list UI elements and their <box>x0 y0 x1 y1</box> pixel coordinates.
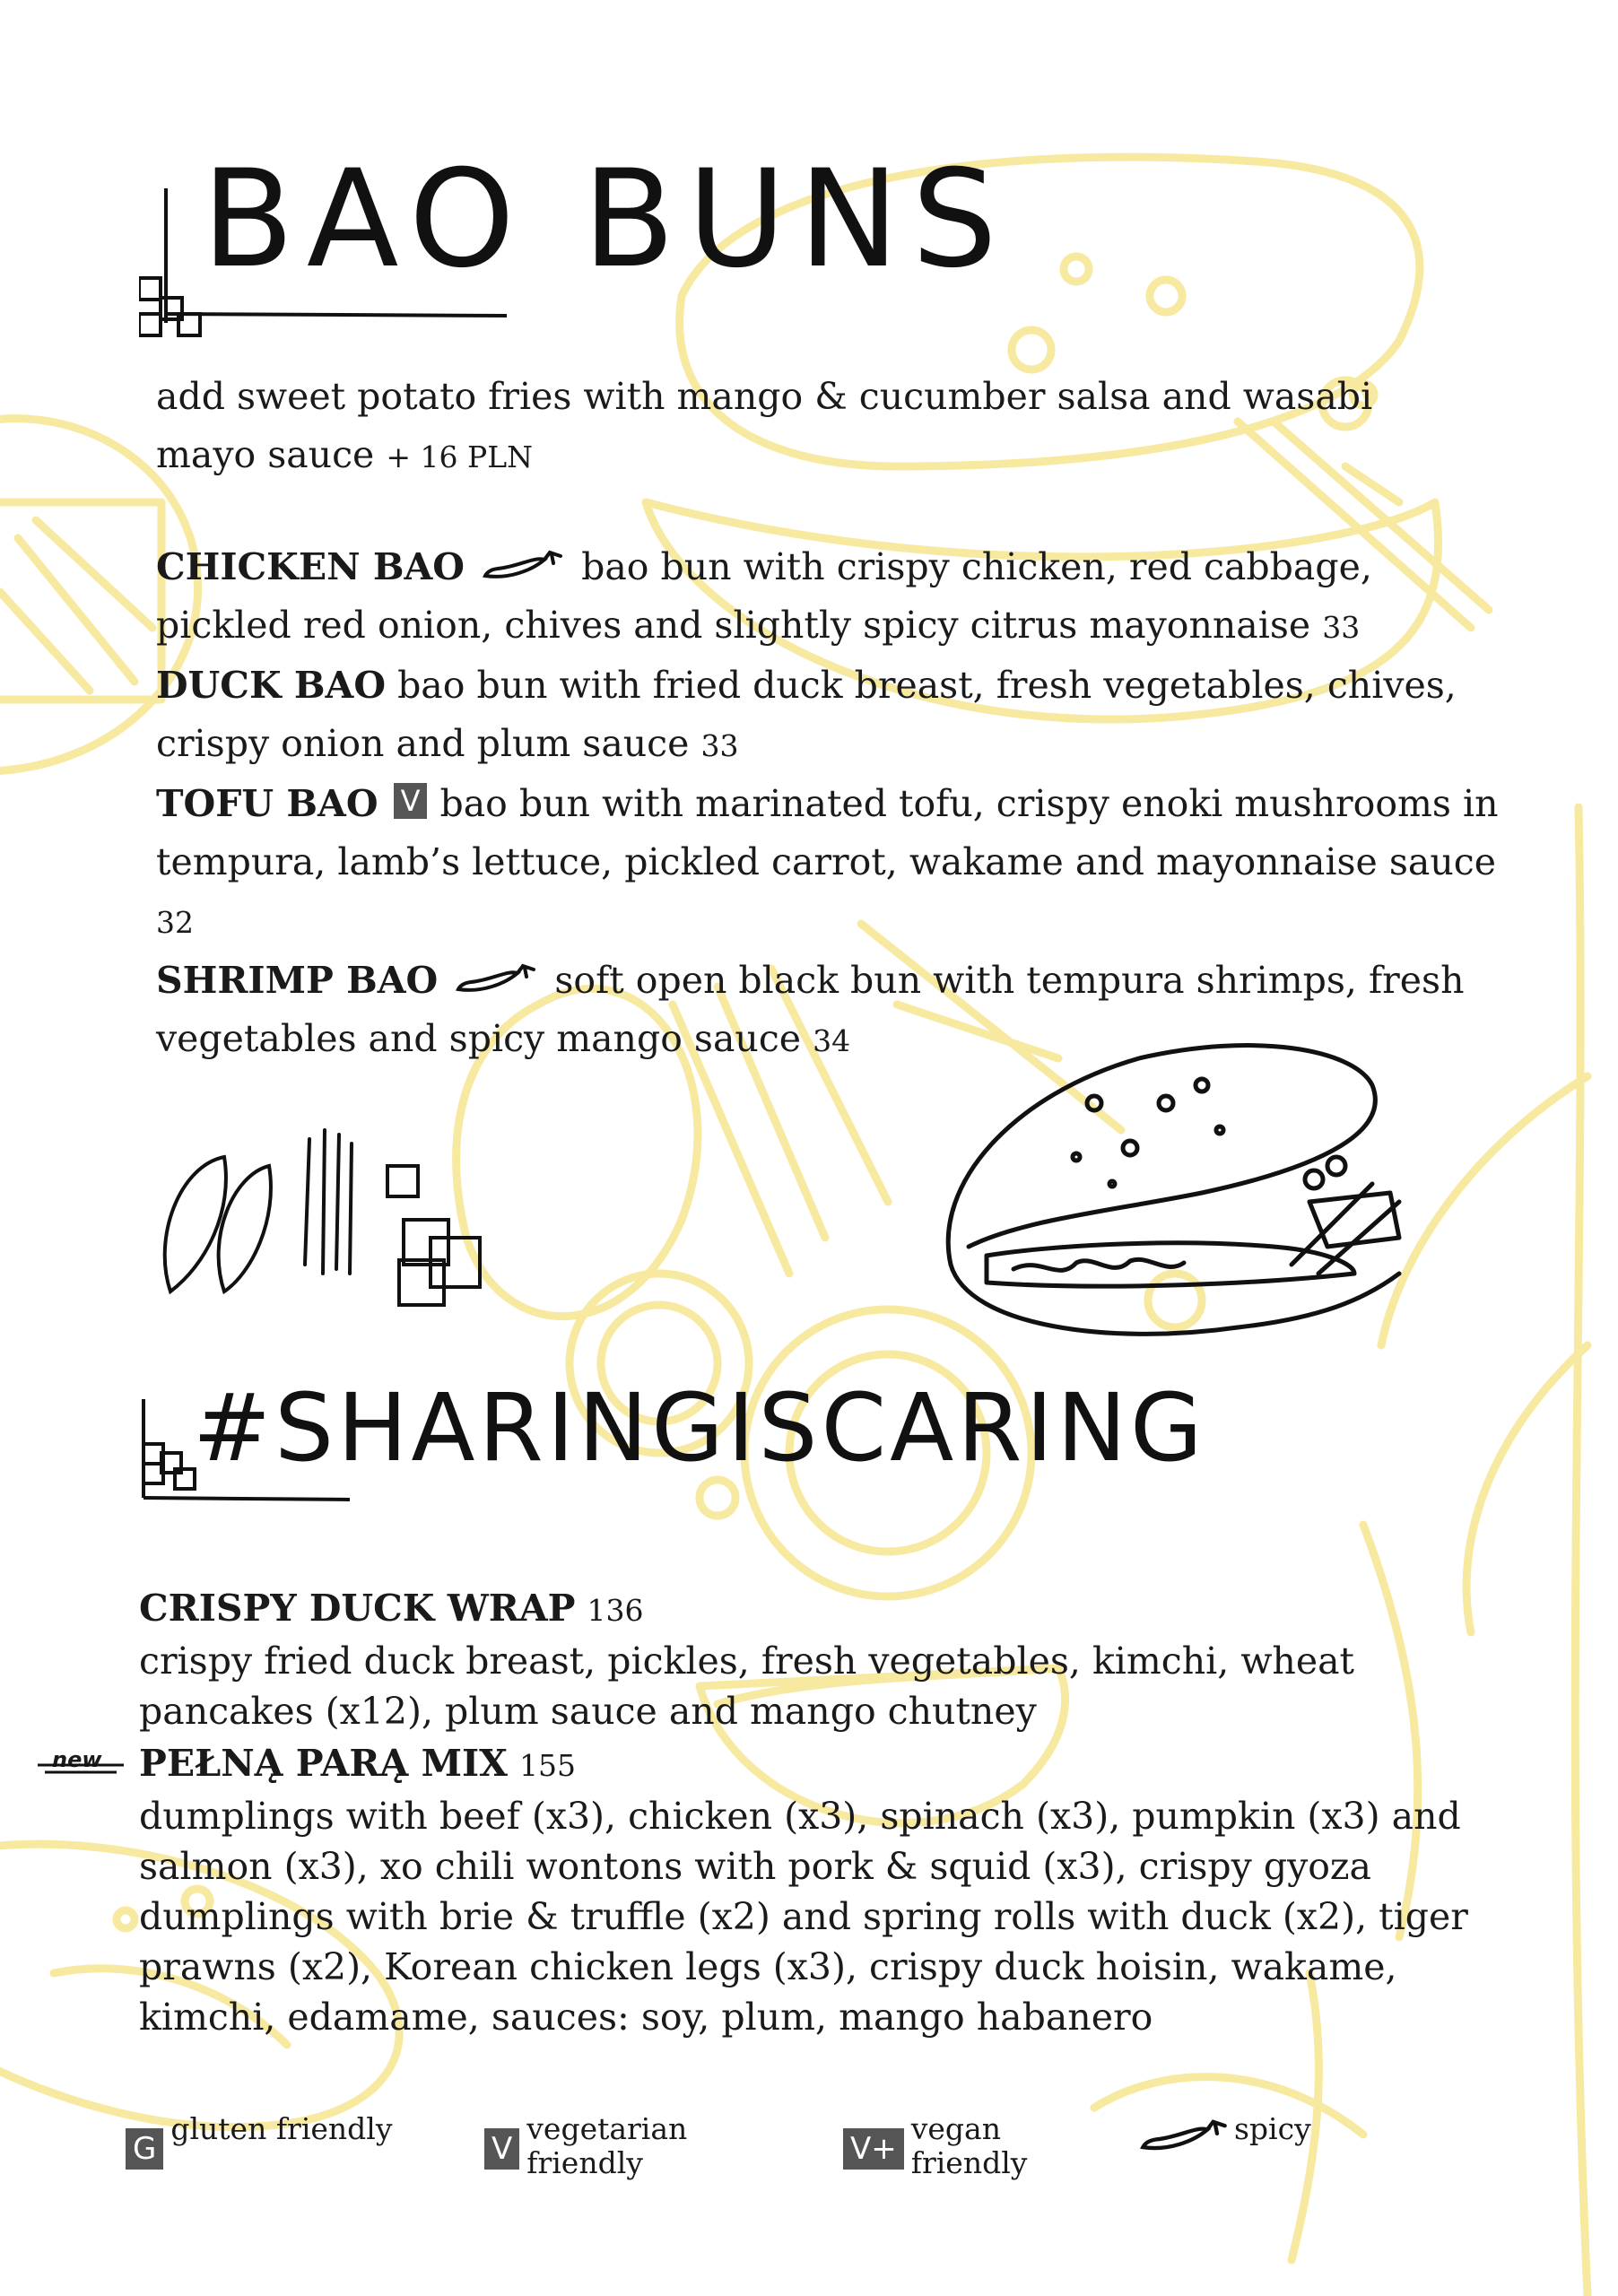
addon-price: + 16 PLN <box>386 439 533 474</box>
menu-item-crispy-duck-wrap <box>139 1583 1502 1736</box>
menu-item-price: 33 <box>700 728 739 763</box>
menu-item-name: CRISPY DUCK WRAP <box>139 1587 576 1630</box>
menu-item-description: bao bun with crispy chicken, red cabbage, pickled red onion, chives and slightly spicy citrus mayonnaise <box>156 545 1372 647</box>
legend-label <box>1234 2112 1311 2146</box>
menu-item-description: bao bun with marinated tofu, crispy enoki mushrooms in tempura, lamb’s lettuce, pickled carrot, wakame and mayonnaise sauce <box>156 782 1499 883</box>
menu-item-price: 32 <box>156 905 194 940</box>
title-frame-doodle <box>139 188 516 350</box>
legend-vegan <box>843 2112 1027 2180</box>
menu-item-name: CHICKEN BAO <box>156 545 465 588</box>
menu-item-name: TOFU BAO <box>156 782 378 825</box>
menu-item-tofu-bao <box>156 775 1501 952</box>
gluten-badge: G <box>126 2128 163 2170</box>
vegetarian-badge: V <box>484 2128 519 2170</box>
legend-vegetarian <box>484 2112 687 2180</box>
legend-spicy <box>1139 2112 1311 2155</box>
legend-label-line2: friendly <box>526 2145 643 2180</box>
legend-label-line1: vegan <box>910 2111 1001 2146</box>
new-underline-icon <box>36 1761 126 1776</box>
legend-label <box>911 2112 1028 2180</box>
legend-label <box>526 2112 687 2180</box>
legend-label-line1: spicy <box>1234 2111 1311 2146</box>
menu-item-description: dumplings with beef (x3), chicken (x3), spinach (x3), pumpkin (x3) and salmon (x3), xo chili wontons with pork & squid (x3), crispy gyoza dumplings with brie & truffle (x2) and spring rolls with duck (x2), tiger prawns (x2), Korean chicken legs (x3), crispy duck hoisin, wakame, kimchi, edamame, sauces: soy, plum, mango habanero <box>139 1795 1468 2039</box>
bao-menu-list <box>156 538 1501 1070</box>
menu-item-price: 33 <box>1322 610 1361 645</box>
new-label-text: new <box>52 1747 102 1772</box>
menu-item-price: 34 <box>813 1023 851 1058</box>
section-title-bao-buns: BAO BUNS <box>202 142 1010 298</box>
sharing-menu-list <box>52 1583 1502 2042</box>
legend-label-line1: gluten friendly <box>170 2111 393 2146</box>
spicy-chili-icon <box>1139 2116 1229 2155</box>
vegan-badge: V+ <box>843 2128 904 2170</box>
menu-item-name: PEŁNĄ PARĄ MIX <box>139 1742 508 1785</box>
menu-item-name: DUCK BAO <box>156 664 387 707</box>
menu-item-description: bao bun with fried duck breast, fresh vegetables, chives, crispy onion and plum sauce <box>156 664 1457 765</box>
vegetarian-badge: V <box>394 783 428 819</box>
menu-item-price: 136 <box>587 1593 644 1628</box>
menu-item-description: crispy fried duck breast, pickles, fresh vegetables, kimchi, wheat pancakes (x12), plum sauce and mango chutney <box>139 1639 1355 1733</box>
legend-label <box>170 2112 392 2146</box>
spicy-chili-icon <box>455 961 537 996</box>
dietary-legend <box>126 2112 1561 2184</box>
title-frame-doodle <box>135 1399 368 1516</box>
menu-item-description: soft open black bun with tempura shrimps, fresh vegetables and spicy mango sauce <box>156 959 1465 1060</box>
menu-item-price: 155 <box>519 1748 576 1783</box>
menu-item-pelna-para-mix <box>52 1738 1502 2042</box>
legend-label-line1: vegetarian <box>526 2111 688 2146</box>
leaf-squares-doodle <box>152 1103 493 1336</box>
section-title-sharing: #SHARINGISCARING <box>193 1373 1206 1483</box>
menu-item-duck-bao <box>156 657 1501 775</box>
legend-label-line2: friendly <box>910 2145 1028 2180</box>
addon-text: add sweet potato fries with mango & cucumber salsa and wasabi mayo sauce <box>156 375 1373 476</box>
menu-item-name: SHRIMP BAO <box>156 959 439 1002</box>
addon-note <box>156 368 1376 486</box>
bao-bun-illustration <box>933 1031 1435 1354</box>
spicy-chili-icon <box>482 547 564 583</box>
new-label <box>36 1740 126 1776</box>
menu-item-chicken-bao <box>156 538 1501 657</box>
legend-gluten <box>126 2112 392 2170</box>
